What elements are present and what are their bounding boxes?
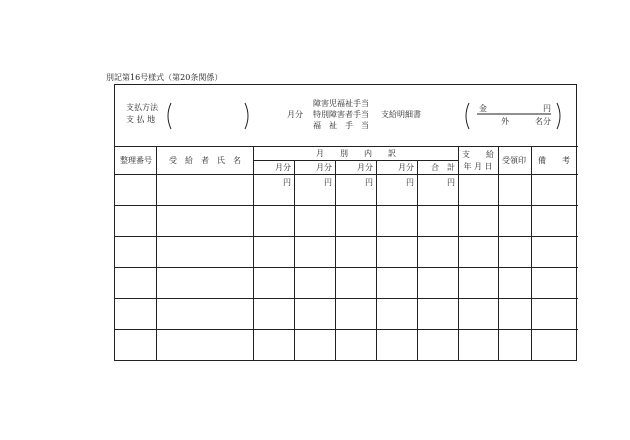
yen-mark: 円: [324, 178, 332, 187]
statement-form: [114, 84, 577, 361]
amount-unit: 円: [543, 104, 551, 113]
header-bottom-border: [115, 174, 578, 175]
extra-unit: 名分: [535, 117, 551, 126]
col-recipient-header: 受 給 者 氏 名: [169, 156, 241, 165]
row-divider: [115, 267, 578, 268]
amount-prefix: 金: [479, 104, 487, 113]
col-seal-header: 受領印: [502, 156, 526, 165]
breakdown-divider: [253, 160, 459, 161]
row-divider: [115, 329, 578, 330]
month-sub-1: 月分: [275, 163, 291, 172]
col-divider: [335, 160, 336, 361]
payment-place-label: 支 払 地: [126, 115, 156, 124]
row-divider: [115, 205, 578, 206]
col-breakdown-header: 月 別 内 訳: [316, 149, 396, 158]
statement-title: 支給明細書: [381, 110, 421, 119]
col-divider: [531, 146, 532, 361]
yen-mark: 円: [365, 178, 373, 187]
allowance-type-1: 障害児福祉手当: [313, 99, 369, 108]
extra-prefix: 外: [501, 117, 509, 126]
yen-mark: 円: [283, 178, 291, 187]
row-divider: [115, 298, 578, 299]
col-divider: [498, 146, 499, 361]
col-divider: [376, 160, 377, 361]
form-caption: 別記第16号様式（第20条関係）: [106, 73, 223, 82]
yen-mark: 円: [406, 178, 414, 187]
col-divider: [253, 146, 254, 361]
col-divider: [417, 160, 418, 361]
table-top-border: [115, 146, 578, 147]
yen-mark: 円: [447, 178, 455, 187]
col-divider: [294, 160, 295, 361]
allowance-type-3: 福 祉 手 当: [313, 121, 369, 130]
col-serial-header: 整理番号: [120, 156, 152, 165]
col-payment-date-top: 支 給: [462, 150, 494, 159]
col-divider: [458, 146, 459, 361]
col-divider: [156, 146, 157, 361]
month-sub-2: 月分: [316, 163, 332, 172]
row-divider: [115, 236, 578, 237]
col-payment-date-bottom: 年 月 日: [463, 162, 493, 171]
total-sub: 合 計: [431, 163, 455, 172]
month-label: 月分: [287, 110, 303, 119]
payment-method-label: 支払方法: [126, 103, 158, 112]
allowance-type-2: 特別障害者手当: [313, 110, 369, 119]
col-remarks-header: 備 考: [538, 156, 570, 165]
month-sub-3: 月分: [357, 163, 373, 172]
month-sub-4: 月分: [398, 163, 414, 172]
